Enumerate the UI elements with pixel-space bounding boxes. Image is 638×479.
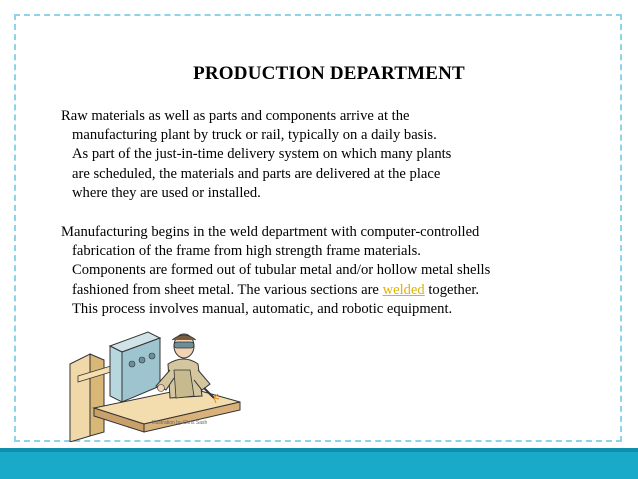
paragraph-manufacturing [61, 223, 490, 319]
line-text: fashioned from sheet metal. The various sections are [72, 281, 383, 298]
paragraph-line: Components are formed out of tubular metal and/or hollow metal shells [72, 262, 491, 279]
paragraph-line: manufacturing plant by truck or rail, typically on a daily basis. [72, 127, 437, 144]
paragraph-raw-materials [61, 107, 451, 203]
paragraph-line: fabrication of the frame from high strength frame materials. [72, 243, 421, 260]
welded-link[interactable]: welded [382, 281, 425, 298]
footer-line [0, 448, 638, 452]
line-text: together. [424, 281, 480, 298]
paragraph-line: Raw materials as well as parts and components arrive at the [61, 108, 410, 124]
illustration-credit: Illustration by Chris Sash [152, 420, 208, 426]
paragraph-line: are scheduled, the materials and parts are delivered at the place [72, 165, 441, 182]
paragraph-line: where they are used or installed. [72, 184, 261, 201]
paragraph-line [61, 281, 490, 300]
paragraph-line: Manufacturing begins in the weld department with computer-controlled [61, 224, 480, 240]
paragraph-line: This process involves manual, automatic, and robotic equipment. [72, 300, 453, 317]
slide-title: PRODUCTION DEPARTMENT [193, 63, 465, 84]
paragraph-line: As part of the just-in-time delivery system on which many plants [72, 146, 452, 163]
footer-band [0, 448, 638, 479]
